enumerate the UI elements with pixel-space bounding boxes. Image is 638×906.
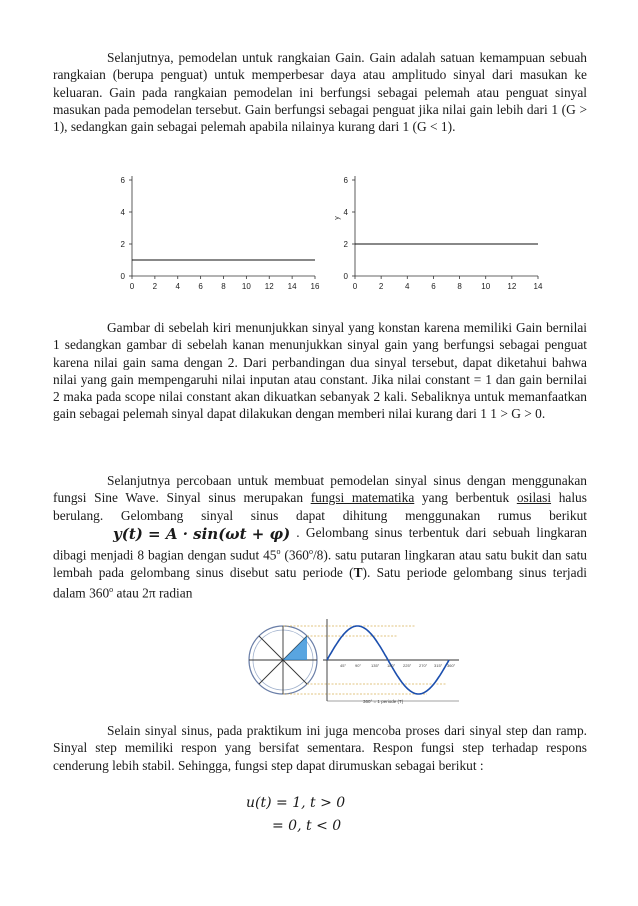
x-tick-label: 2 — [378, 282, 384, 291]
link-fungsi-matematika[interactable]: fungsi matematika — [310, 490, 415, 506]
paragraph-sine — [53, 472, 587, 602]
sine-wave-figure — [237, 613, 463, 705]
svg-text:135°: 135° — [371, 663, 380, 668]
period-label: 360° = 1 periode (T) — [363, 699, 404, 704]
sine-text-g: ). Satu periode gelombang sinus terjadi dalam 360 — [53, 564, 587, 601]
x-tick-label: 2 — [152, 282, 158, 291]
x-tick-label: 0 — [352, 282, 358, 291]
x-tick-label: 6 — [198, 282, 203, 291]
sup-degree-3: o — [109, 585, 114, 595]
x-tick-label: 6 — [431, 282, 436, 291]
svg-text:360°: 360° — [447, 663, 456, 668]
x-tick-label: 12 — [264, 282, 274, 291]
y-tick-label: 0 — [343, 272, 348, 281]
sine-text-h: atau 2π radian — [113, 585, 193, 601]
chart-gain-2 — [333, 172, 548, 298]
x-tick-label: 10 — [481, 282, 491, 291]
equation-step-2: = 0, t < 0 — [272, 818, 342, 834]
svg-text:270°: 270° — [419, 663, 428, 668]
sine-text-c: halus berulang. Gelombang sinyal sinus dapat dihitung menggunakan rumus berikut — [53, 490, 587, 523]
x-tick-label: 14 — [287, 282, 297, 291]
x-tick-label: 10 — [241, 282, 251, 291]
x-tick-label: 14 — [533, 282, 543, 291]
sine-text-a: Selanjutnya percobaan untuk membuat pemodelan sinyal sinus dengan menggunakan fungsi Sine Wave. Sinyal sinus merupakan — [53, 473, 587, 506]
paragraph-gain-intro: Selanjutnya, pemodelan untuk rangkaian Gain. Gain adalah satuan kemampuan sebuah rangkaian (berupa penguat) untuk memperbesar daya atau amplitudo sinyal dari masukan ke keluaran. Gain pada rangkaian pemodelan ini berfungsi sebagai pelemah atau penguat sinyal masukan pada pemodelan tersebut. Gain berfungsi sebagai penguat jika nilai gain lebih dari 1 (G > 1), sedangkan gain sebagai pelemah apabila nilainya kurang dari 1 (G < 1). — [53, 50, 587, 135]
x-tick-label: 0 — [129, 282, 135, 291]
y-tick-label: 6 — [120, 176, 125, 185]
sine-text-f: /8). satu putaran lingkaran atau satu bukit dan satu lembah pada gelombang sinus disebut satu periode ( — [53, 547, 587, 580]
chart-gain-1 — [110, 172, 325, 298]
sine-text-b: yang berbentuk — [414, 490, 517, 506]
x-tick-label: 4 — [175, 282, 180, 291]
x-tick-label: 8 — [457, 282, 462, 291]
svg-text:225°: 225° — [403, 663, 412, 668]
x-tick-label: 16 — [310, 282, 320, 291]
equation-step-1: u(t) = 1, t > 0 — [246, 795, 346, 811]
svg-text:90°: 90° — [355, 663, 362, 668]
svg-text:45°: 45° — [340, 663, 347, 668]
x-tick-label: 12 — [507, 282, 517, 291]
y-tick-label: 2 — [343, 240, 348, 249]
paragraph-gain-explanation: Gambar di sebelah kiri menunjukkan sinyal yang konstan karena memiliki Gain bernilai 1 sedangkan gambar di sebelah kanan menunjukkan sinyal gain yang berfungsi sebagai penguat karena nilai gain sama dengan 2. Dari perbandingan dua sinyal tersebut, dapat diketahui bahwa nilai yang gain mempengaruhi nilai inputan atau constant. Jika nilai constant = 1 dan gain bernilai 2 maka pada scope nilai constant akan dikuatkan sebanyak 2 kali. Sebaliknya untuk memanfaatkan gain sebagai pelemah sinyal dapat dilakukan dengan memberi nilai kurang dari 1 1 > G > 0. — [53, 320, 587, 422]
link-osilasi[interactable]: osilasi — [516, 490, 552, 506]
period-symbol: T — [353, 564, 363, 580]
sine-text-e: (360 — [280, 547, 309, 563]
sine-text-d: . Gelombang sinus terbentuk dari sebuah lingkaran dibagi menjadi 8 bagian dengan sudut 45 — [53, 524, 587, 563]
svg-text:180°: 180° — [387, 663, 396, 668]
svg-text:315°: 315° — [434, 663, 443, 668]
y-tick-label: 4 — [343, 208, 348, 217]
x-tick-label: 8 — [221, 282, 226, 291]
y-tick-label: 6 — [343, 176, 348, 185]
y-tick-label: 0 — [120, 272, 125, 281]
sine-formula: y(t) = A · sin(ωt + φ) — [113, 524, 291, 543]
paragraph-step: Selain sinyal sinus, pada praktikum ini juga mencoba proses dari sinyal step dan ramp. Sinyal step memiliki respon yang bersifat sementara. Respon fungsi step terhadap respons cenderung lebih stabil. Sehingga, fungsi step dapat dirumuskan sebagai berikut : — [53, 723, 587, 773]
y-tick-label: 2 — [120, 240, 125, 249]
y-axis-label: y — [334, 216, 341, 220]
y-tick-label: 4 — [120, 208, 125, 217]
sup-degree-2: o — [308, 547, 313, 557]
sup-degree-1: o — [276, 547, 281, 557]
x-tick-label: 4 — [405, 282, 410, 291]
